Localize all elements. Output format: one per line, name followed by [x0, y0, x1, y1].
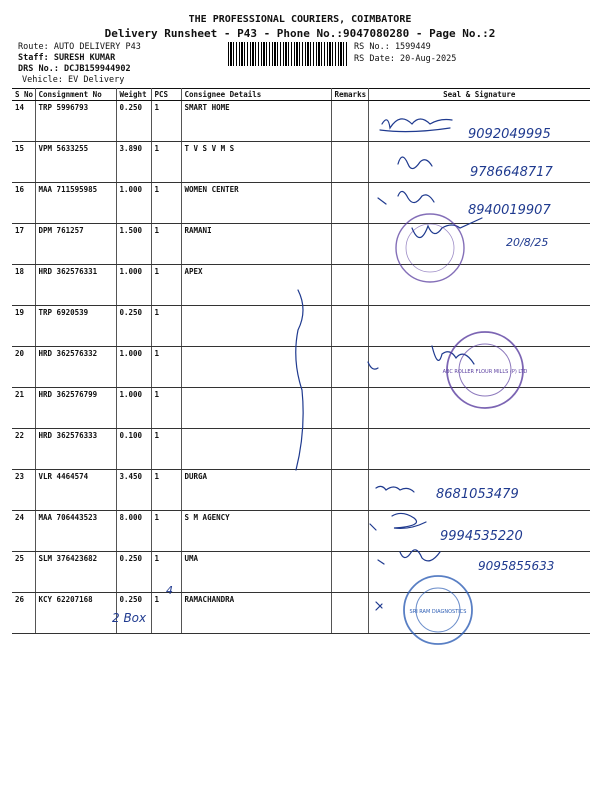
row-remarks: [331, 388, 368, 429]
row-remarks: [331, 142, 368, 183]
row-consignee: T V S V M S: [181, 142, 331, 183]
table-row: [12, 470, 590, 511]
col-remarks: Remarks: [331, 89, 368, 101]
table-row: [12, 511, 590, 552]
row-consignment: KCY 62207168: [35, 593, 116, 634]
col-consignment: Consignment No: [35, 89, 116, 101]
barcode: [228, 42, 348, 66]
row-weight: 0.250: [116, 101, 151, 142]
table-row: [12, 142, 590, 183]
row-pcs: 1: [151, 224, 181, 265]
row-sno: 17: [12, 224, 35, 265]
row-pcs: 1: [151, 101, 181, 142]
vehicle-label: Vehicle: EV Delivery: [22, 75, 125, 85]
col-consignee: Consignee Details: [181, 89, 331, 101]
row-consignment: TRP 5996793: [35, 101, 116, 142]
row-weight: 1.000: [116, 388, 151, 429]
row-consignee: [181, 388, 331, 429]
col-weight: Weight: [116, 89, 151, 101]
route-label: Route: AUTO DELIVERY P43: [18, 42, 141, 52]
col-signature: Seal & Signature: [368, 89, 590, 101]
row-sno: 21: [12, 388, 35, 429]
row-pcs: 1: [151, 347, 181, 388]
row-consignee: RAMACHANDRA: [181, 593, 331, 634]
table-row: [12, 265, 590, 306]
row-signature: [368, 470, 590, 511]
row-pcs: 1: [151, 552, 181, 593]
row-signature: [368, 429, 590, 470]
row-consignment: HRD 362576333: [35, 429, 116, 470]
table-row: [12, 101, 590, 142]
col-pcs: PCS: [151, 89, 181, 101]
row-signature: [368, 183, 590, 224]
row-consignment: MAA 706443523: [35, 511, 116, 552]
row-remarks: [331, 224, 368, 265]
row-weight: 1.500: [116, 224, 151, 265]
row-sno: 15: [12, 142, 35, 183]
table-row: [12, 306, 590, 347]
row-signature: [368, 552, 590, 593]
row-weight: 1.000: [116, 183, 151, 224]
row-signature: [368, 347, 590, 388]
row-remarks: [331, 429, 368, 470]
row-consignment: VLR 4464574: [35, 470, 116, 511]
row-remarks: [331, 552, 368, 593]
row-remarks: [331, 470, 368, 511]
company-title: THE PROFESSIONAL COURIERS, COIMBATORE: [188, 14, 412, 25]
company-seal-20-text: ABC ROLLER FLOUR MILLS (P) LTD: [442, 369, 528, 375]
row-remarks: [331, 511, 368, 552]
row-pcs: 1: [151, 388, 181, 429]
handwritten-phone-15: 9786648717: [470, 165, 553, 180]
row-weight: 3.450: [116, 470, 151, 511]
row-sno: 20: [12, 347, 35, 388]
row-pcs: 1: [151, 306, 181, 347]
row-remarks: [331, 593, 368, 634]
drs-number: DRS No.: DCJB159944902: [18, 64, 131, 74]
row-sno: 23: [12, 470, 35, 511]
row-weight: 0.250: [116, 552, 151, 593]
row-pcs: 1: [151, 183, 181, 224]
row-consignee: WOMEN CENTER: [181, 183, 331, 224]
row-signature: [368, 265, 590, 306]
row-weight: 3.890: [116, 142, 151, 183]
handwritten-phone-23: 8681053479: [436, 487, 519, 502]
row-pcs: 1: [151, 429, 181, 470]
runsheet-title: Delivery Runsheet - P43 - Phone No.:9047080280 - Page No.:2: [104, 27, 496, 40]
row-consignment: SLM 376423682: [35, 552, 116, 593]
diagnostic-seal-26-text: SRI RAM DIAGNOSTICS: [409, 609, 467, 615]
row-signature: [368, 511, 590, 552]
row-consignment: HRD 362576799: [35, 388, 116, 429]
row-consignee: APEX: [181, 265, 331, 306]
col-sno: S No: [12, 89, 35, 101]
table-row: [12, 388, 590, 429]
row-sno: 24: [12, 511, 35, 552]
row-remarks: [331, 101, 368, 142]
row-pcs: 1: [151, 265, 181, 306]
row-consignee: S M AGENCY: [181, 511, 331, 552]
table-row: [12, 552, 590, 593]
row-signature: [368, 593, 590, 634]
row-sno: 22: [12, 429, 35, 470]
row-signature: [368, 306, 590, 347]
row-pcs: 1: [151, 511, 181, 552]
handwritten-pcs-26: 4: [166, 584, 173, 597]
row-consignment: MAA 711595985: [35, 183, 116, 224]
handwritten-note-26: 2 Box: [112, 611, 147, 625]
handwritten-phone-14: 9092049995: [468, 127, 551, 142]
row-consignment: HRD 362576331: [35, 265, 116, 306]
staff-label: Staff: SURESH KUMAR: [18, 53, 116, 63]
row-weight: 0.100: [116, 429, 151, 470]
row-pcs: 1: [151, 142, 181, 183]
row-consignee: UMA: [181, 552, 331, 593]
row-sno: 25: [12, 552, 35, 593]
row-consignment: VPM 5633255: [35, 142, 116, 183]
row-weight: 0.250: [116, 593, 151, 634]
table-row: [12, 593, 590, 634]
rs-date: RS Date: 20-Aug-2025: [354, 54, 457, 64]
row-consignment: TRP 6920539: [35, 306, 116, 347]
handwritten-phone-25: 9095855633: [478, 559, 555, 573]
row-consignee: RAMANI: [181, 224, 331, 265]
table-row: [12, 224, 590, 265]
row-remarks: [331, 265, 368, 306]
row-weight: 1.000: [116, 265, 151, 306]
handwritten-phone-24: 9994535220: [440, 529, 523, 544]
row-sno: 18: [12, 265, 35, 306]
row-sno: 19: [12, 306, 35, 347]
runsheet-table: [12, 88, 590, 634]
handwritten-phone-16: 8940019907: [468, 203, 551, 218]
row-weight: 0.250: [116, 306, 151, 347]
row-consignment: DPM 761257: [35, 224, 116, 265]
row-sno: 16: [12, 183, 35, 224]
row-consignee: [181, 306, 331, 347]
table-row: [12, 429, 590, 470]
row-consignee: [181, 347, 331, 388]
row-sno: 14: [12, 101, 35, 142]
row-remarks: [331, 347, 368, 388]
row-weight: 8.000: [116, 511, 151, 552]
handwritten-date-17: 20/8/25: [506, 236, 549, 249]
table-row: [12, 347, 590, 388]
row-signature: [368, 142, 590, 183]
row-consignee: [181, 429, 331, 470]
row-pcs: 1: [151, 593, 181, 634]
row-pcs: 1: [151, 470, 181, 511]
row-consignee: DURGA: [181, 470, 331, 511]
rs-number: RS No.: 1599449: [354, 42, 431, 52]
row-signature: [368, 101, 590, 142]
row-remarks: [331, 306, 368, 347]
row-remarks: [331, 183, 368, 224]
row-signature: [368, 224, 590, 265]
row-weight: 1.000: [116, 347, 151, 388]
row-signature: [368, 388, 590, 429]
row-sno: 26: [12, 593, 35, 634]
table-row: [12, 183, 590, 224]
table-header-row: [12, 89, 590, 101]
row-consignment: HRD 362576332: [35, 347, 116, 388]
row-consignee: SMART HOME: [181, 101, 331, 142]
